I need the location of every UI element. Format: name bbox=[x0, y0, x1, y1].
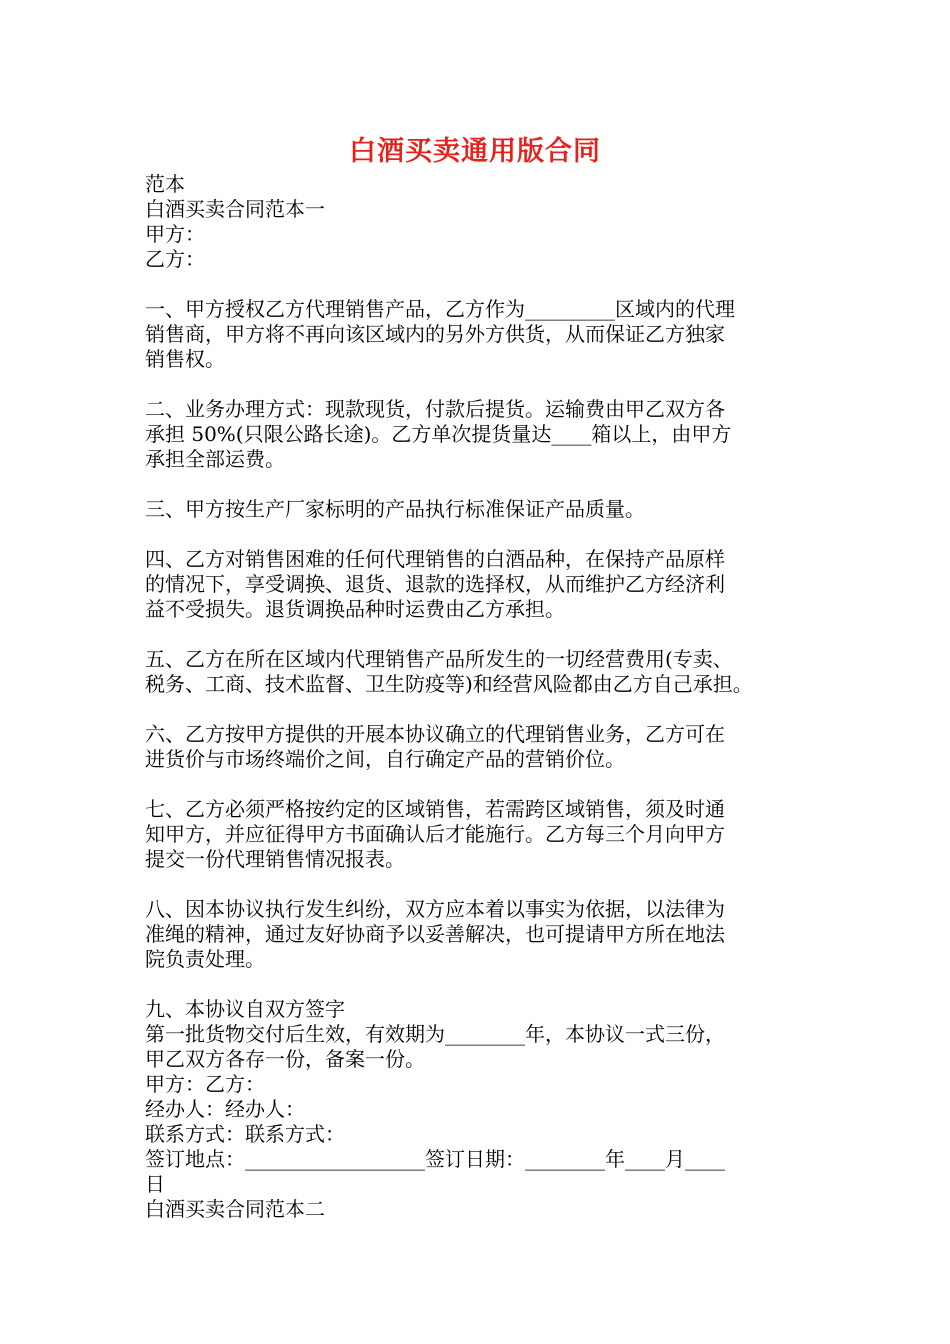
clause-paragraph bbox=[145, 647, 815, 697]
text-line: 七、乙方必须严格按约定的区域销售，若需跨区域销售，须及时通 bbox=[145, 797, 725, 821]
text-line: 甲方：乙方： bbox=[145, 1072, 265, 1096]
clause-paragraph bbox=[145, 897, 815, 972]
clause-paragraph bbox=[145, 397, 815, 472]
text-line: 白酒买卖合同范本二 bbox=[145, 1197, 325, 1221]
text-line: 联系方式：联系方式： bbox=[145, 1122, 345, 1146]
text-line: 销售商，甲方将不再向该区域内的另外方供货，从而保证乙方独家 bbox=[145, 322, 725, 346]
text-line: 经办人：经办人： bbox=[145, 1097, 305, 1121]
clause-paragraph bbox=[145, 797, 815, 872]
document-title: 白酒买卖通用版合同 bbox=[349, 136, 601, 167]
clause-paragraph bbox=[145, 497, 815, 522]
text-line: 的情况下，享受调换、退货、退款的选择权，从而维护乙方经济利 bbox=[145, 572, 725, 596]
text-line: 税务、工商、技术监督、卫生防疫等)和经营风险都由乙方自己承担。 bbox=[145, 672, 753, 696]
text-line: 三、甲方按生产厂家标明的产品执行标准保证产品质量。 bbox=[145, 497, 645, 521]
text-line: 承担全部运费。 bbox=[145, 447, 285, 471]
document-body bbox=[145, 172, 815, 1222]
text-line: 院负责处理。 bbox=[145, 947, 265, 971]
text-line: 进货价与市场终端价之间，自行确定产品的营销价位。 bbox=[145, 747, 625, 771]
text-line: 一、甲方授权乙方代理销售产品，乙方作为_________区域内的代理 bbox=[145, 297, 735, 321]
text-line: 五、乙方在所在区域内代理销售产品所发生的一切经营费用(专卖、 bbox=[145, 647, 733, 671]
text-line: 知甲方，并应征得甲方书面确认后才能施行。乙方每三个月向甲方 bbox=[145, 822, 725, 846]
text-line: 白酒买卖合同范本一 bbox=[145, 197, 325, 221]
text-line: 甲乙双方各存一份，备案一份。 bbox=[145, 1047, 425, 1071]
text-line: 销售权。 bbox=[145, 347, 225, 371]
clauses-block bbox=[145, 297, 815, 972]
clause-paragraph bbox=[145, 297, 815, 372]
header-block bbox=[145, 172, 815, 272]
text-line: 准绳的精神，通过友好协商予以妥善解决，也可提请甲方所在地法 bbox=[145, 922, 725, 946]
text-line: 二、业务办理方式：现款现货，付款后提货。运输费由甲乙双方各 bbox=[145, 397, 725, 421]
text-line: 范本 bbox=[145, 172, 185, 196]
text-line: 六、乙方按甲方提供的开展本协议确立的代理销售业务，乙方可在 bbox=[145, 722, 725, 746]
text-line: 日 bbox=[145, 1172, 165, 1196]
closing-block bbox=[145, 997, 815, 1222]
text-line: 益不受损失。退货调换品种时运费由乙方承担。 bbox=[145, 597, 565, 621]
text-line: 甲方： bbox=[145, 222, 205, 246]
text-line: 九、本协议自双方签字 bbox=[145, 997, 345, 1021]
text-line: 提交一份代理销售情况报表。 bbox=[145, 847, 405, 871]
text-line: 四、乙方对销售困难的任何代理销售的白酒品种，在保持产品原样 bbox=[145, 547, 725, 571]
text-line: 乙方： bbox=[145, 247, 205, 271]
clause-paragraph bbox=[145, 722, 815, 772]
text-line: 八、因本协议执行发生纠纷，双方应本着以事实为依据，以法律为 bbox=[145, 897, 725, 921]
text-line: 第一批货物交付后生效，有效期为________年，本协议一式三份， bbox=[145, 1022, 725, 1046]
text-line: 签订地点：__________________签订日期：________年____月____ bbox=[145, 1147, 725, 1171]
text-line: 承担 50%(只限公路长途)。乙方单次提货量达____箱以上，由甲方 bbox=[145, 422, 732, 446]
clause-paragraph bbox=[145, 547, 815, 622]
